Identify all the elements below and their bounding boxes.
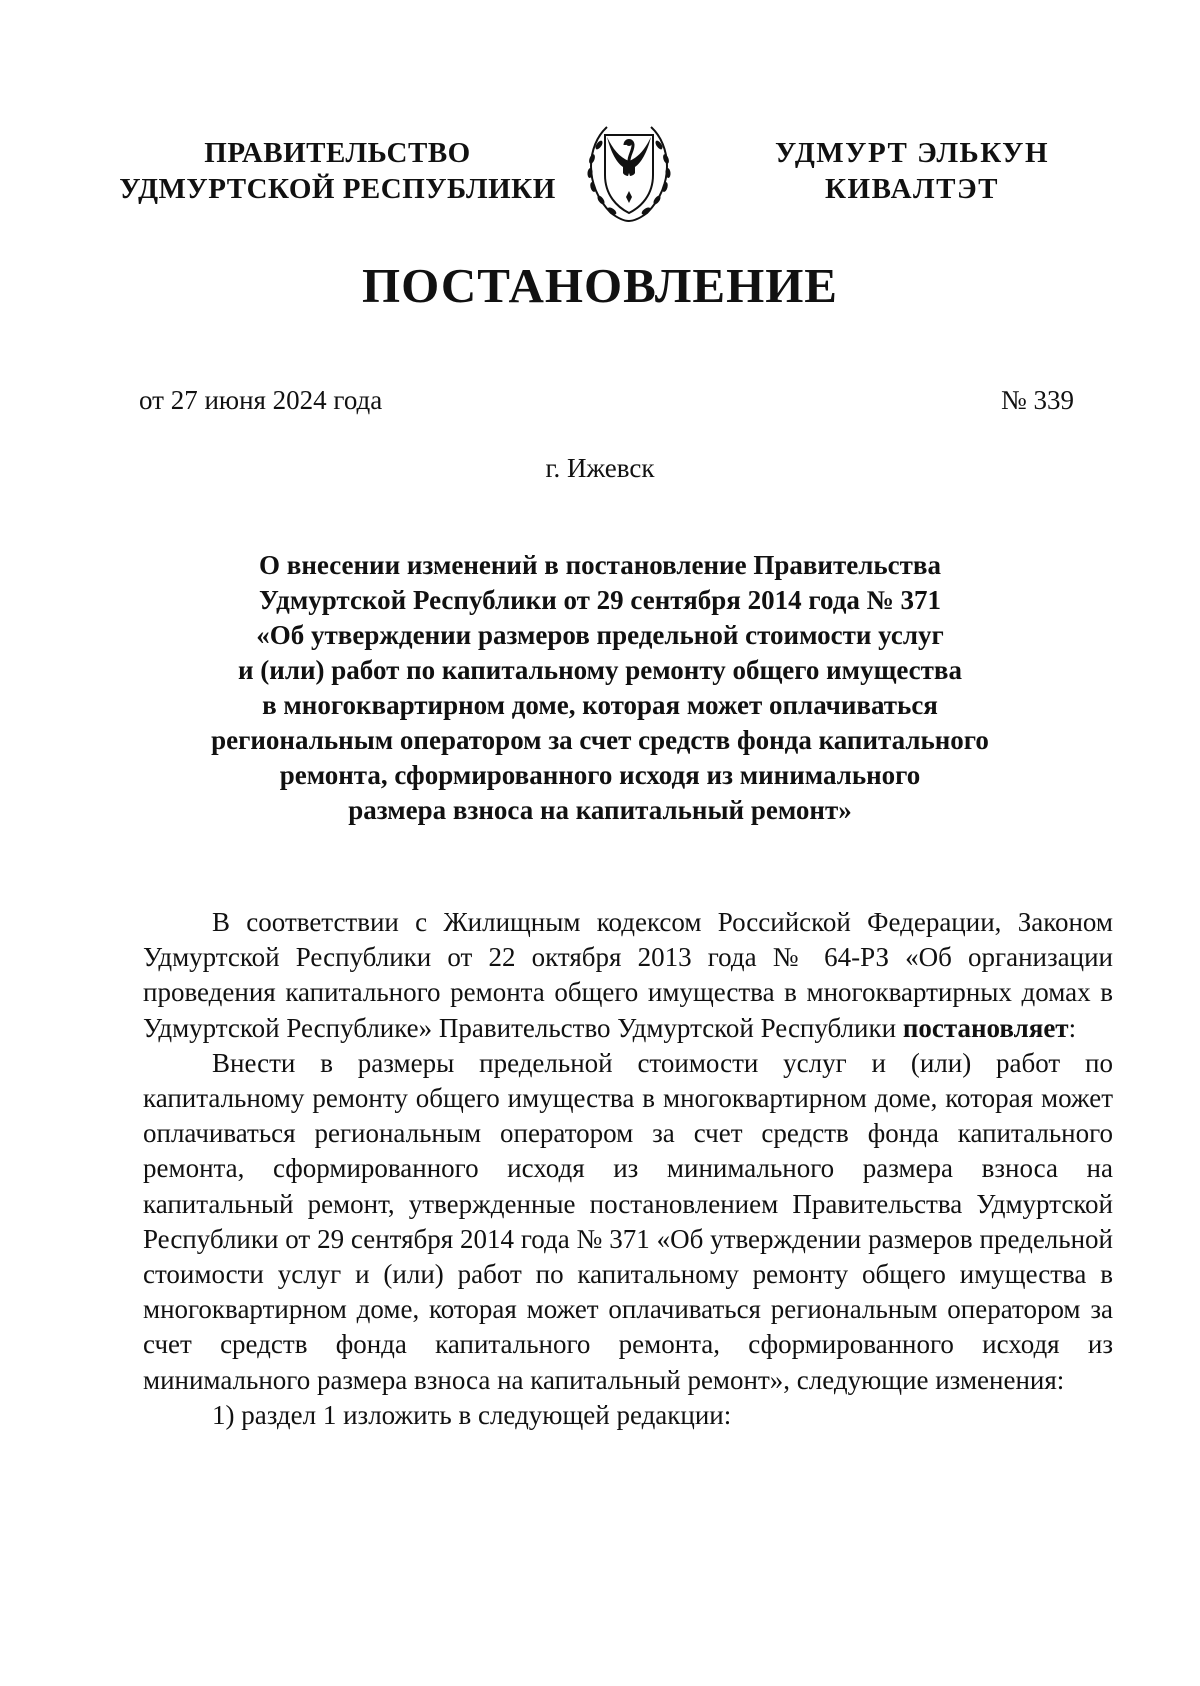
title-line: Удмуртской Республики от 29 сентября 2014 года № 371 (258, 585, 942, 615)
title-line: в многоквартирном доме, которая может оплачиваться (262, 690, 938, 720)
document-number: № 339 (1000, 385, 1074, 415)
issuer-line-1: ПРАВИТЕЛЬСТВО (204, 137, 471, 169)
issuer-name-udmurt (762, 135, 1062, 207)
document-body (143, 905, 1113, 1433)
document-city: г. Ижевск (545, 453, 655, 483)
preamble-paragraph (143, 905, 1113, 1046)
title-line: региональным оператором за счет средств фонда капитального (211, 725, 989, 755)
resolves-word: постановляет (902, 1012, 1069, 1043)
document-type-heading: ПОСТАНОВЛЕНИЕ (362, 258, 838, 313)
amendment-paragraph: Внести в размеры предельной стоимости услуг и (или) работ по капитальному ремонту общего имущества в многоквартирном доме, которая может оплачиваться региональным оператором за счет средств фонда капитального ремонта, сформированного исходя из минимального размера взноса на капитальный ремонт, утвержденные постановлением Правительства Удмуртской Республики от 29 сентября 2014 года № 371 «Об утверждении размеров предельной стоимости услуг и (или) работ по капитальному ремонту общего имущества в многоквартирном доме, которая может оплачиваться региональным оператором за счет средств фонда капитального ремонта, сформированного исходя из минимального размера взноса на капитальный ремонт», следующие изменения: (143, 1047, 1113, 1395)
title-line: «Об утверждении размеров предельной стоимости услуг (256, 620, 944, 650)
preamble-text: В соответствии с Жилищным кодексом Российской Федерации, Законом Удмуртской Республики от 22 октября 2013 года № 64-РЗ «Об организации проведения капитального ремонта общего имущества в многоквартирных домах в Удмуртской Республике» Правительство Удмуртской Республики (143, 907, 1113, 1043)
title-line: и (или) работ по капитальному ремонту общего имущества (237, 655, 963, 685)
document-title (150, 548, 1050, 828)
amendment-item-1: 1) раздел 1 изложить в следующей редакции: (212, 1399, 732, 1430)
issuer-udmurt-line-1: УДМУРТ ЭЛЬКУН (774, 137, 1050, 169)
document-date: от 27 июня 2024 года (139, 385, 383, 415)
udmurtia-coat-of-arms-icon (577, 115, 681, 227)
title-line: размера взноса на капитальный ремонт» (348, 795, 852, 825)
title-line: О внесении изменений в постановление Правительства (259, 550, 941, 580)
issuer-name-russian (110, 135, 565, 207)
preamble-colon: : (1068, 1012, 1077, 1043)
issuer-line-2: УДМУРТСКОЙ РЕСПУБЛИКИ (119, 173, 556, 205)
title-line: ремонта, сформированного исходя из минимального (279, 760, 921, 790)
issuer-udmurt-line-2: КИВАЛТЭТ (824, 173, 999, 205)
